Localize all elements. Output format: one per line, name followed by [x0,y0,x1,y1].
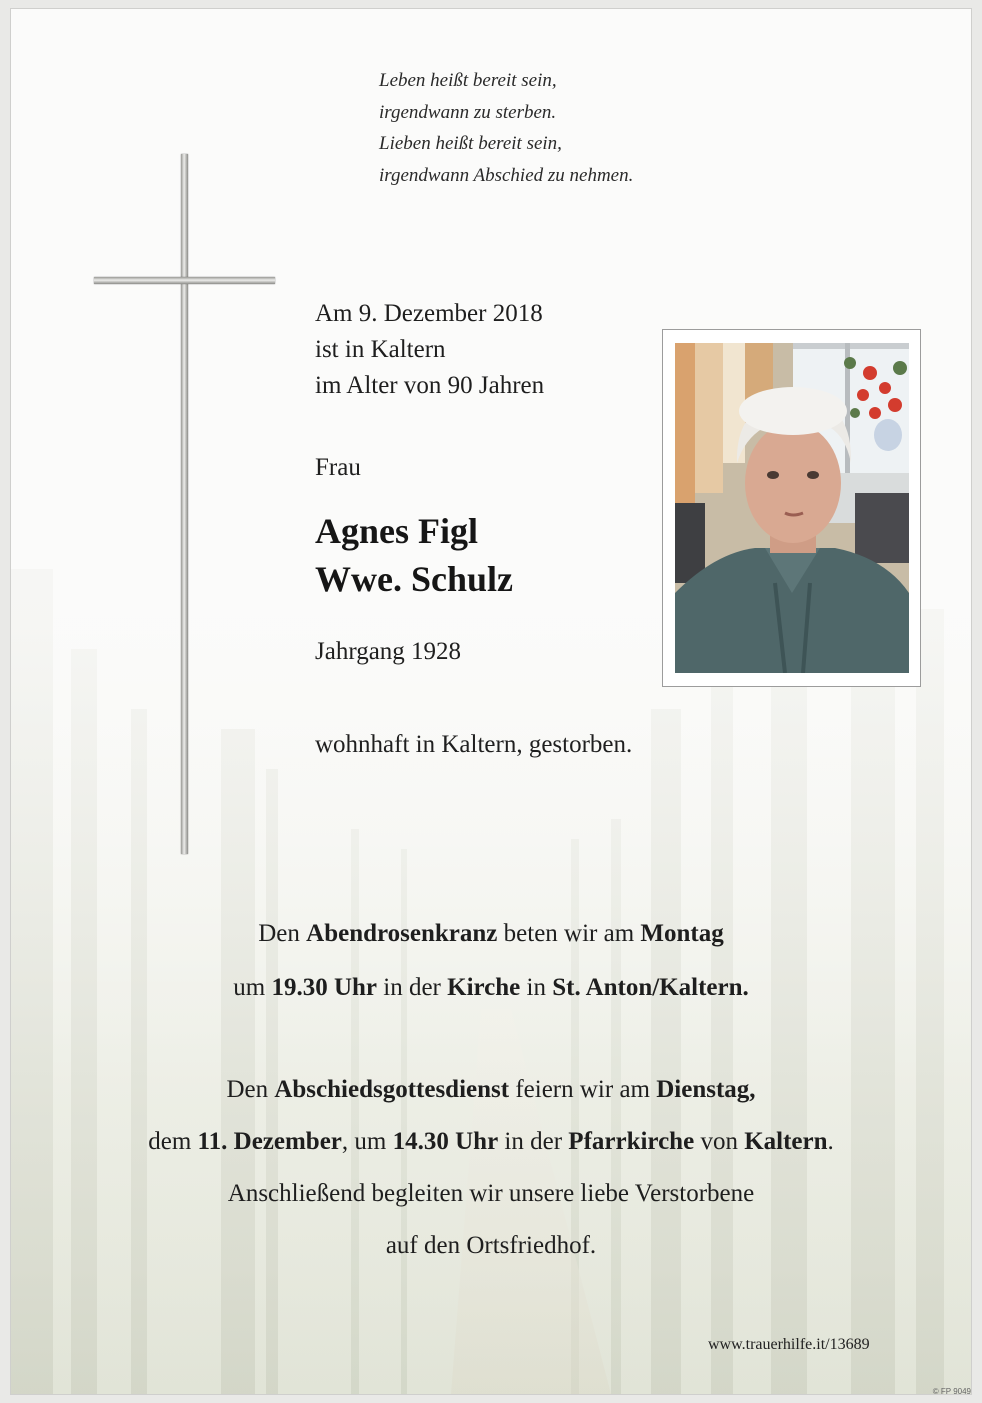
name-line-2: Wwe. Schulz [315,559,513,599]
birth-year: Jahrgang 1928 [315,638,462,665]
funeral-line-3: Anschließend begleiten wir unsere liebe Verstorbene [227,1180,755,1207]
cross-beam [94,277,275,284]
rosary-day: Montag [640,920,724,947]
rosary-label: Abendrosenkranz [306,920,498,947]
announcement-line: Am 9. Dezember 2018 [315,300,543,327]
salutation: Frau [315,454,361,481]
rosary-announcement [11,907,971,1015]
quote-line: Leben heißt bereit sein, [379,70,557,91]
text: um [233,974,272,1001]
service-place: Kaltern [744,1128,828,1155]
service-church: Pfarrkirche [568,1128,695,1155]
announcement-line: im Alter von 90 Jahren [315,372,545,399]
text: beten wir am [497,920,641,947]
service-time: 14.30 Uhr [392,1128,499,1155]
name-line-1: Agnes Figl [315,511,479,551]
text: Den [258,920,307,947]
text: , um [341,1128,393,1155]
portrait-frame [662,329,921,687]
rosary-line-1 [11,907,971,961]
funeral-line-2 [11,1116,971,1168]
service-day: Dienstag, [656,1076,756,1103]
death-announcement [315,296,544,404]
funeral-announcement [11,1064,971,1272]
residence-line: wohnhaft in Kaltern, gestorben. [315,731,633,758]
quote-line: Lieben heißt bereit sein, [379,133,562,154]
cross-icon [181,154,188,854]
quote-line: irgendwann zu sterben. [379,101,557,123]
print-code: © FP 9049 [932,1387,971,1395]
portrait-photo [675,343,909,673]
text: in der [377,974,448,1001]
rosary-line-2 [11,961,971,1015]
text: Den [226,1076,275,1103]
rosary-place: St. Anton/Kaltern. [552,974,749,1001]
service-date: 11. Dezember [197,1128,342,1155]
rosary-church: Kirche [447,974,521,1001]
announcement-line: ist in Kaltern [315,336,446,363]
service-label: Abschiedsgottesdienst [274,1076,510,1103]
text: feiern wir am [509,1076,657,1103]
obituary-sheet [10,8,972,1395]
quote-line: irgendwann Abschied zu nehmen. [379,164,634,186]
text: von [694,1128,745,1155]
text: . [827,1128,834,1155]
funeral-line-1 [11,1064,971,1116]
website-link[interactable]: www.trauerhilfe.it/13689 [708,1336,870,1353]
memorial-quote [379,65,633,191]
deceased-name [315,507,513,603]
text: dem [148,1128,198,1155]
text: in der [498,1128,569,1155]
funeral-line-4: auf den Ortsfriedhof. [385,1232,597,1259]
text: in [520,974,553,1001]
rosary-time: 19.30 Uhr [271,974,377,1001]
